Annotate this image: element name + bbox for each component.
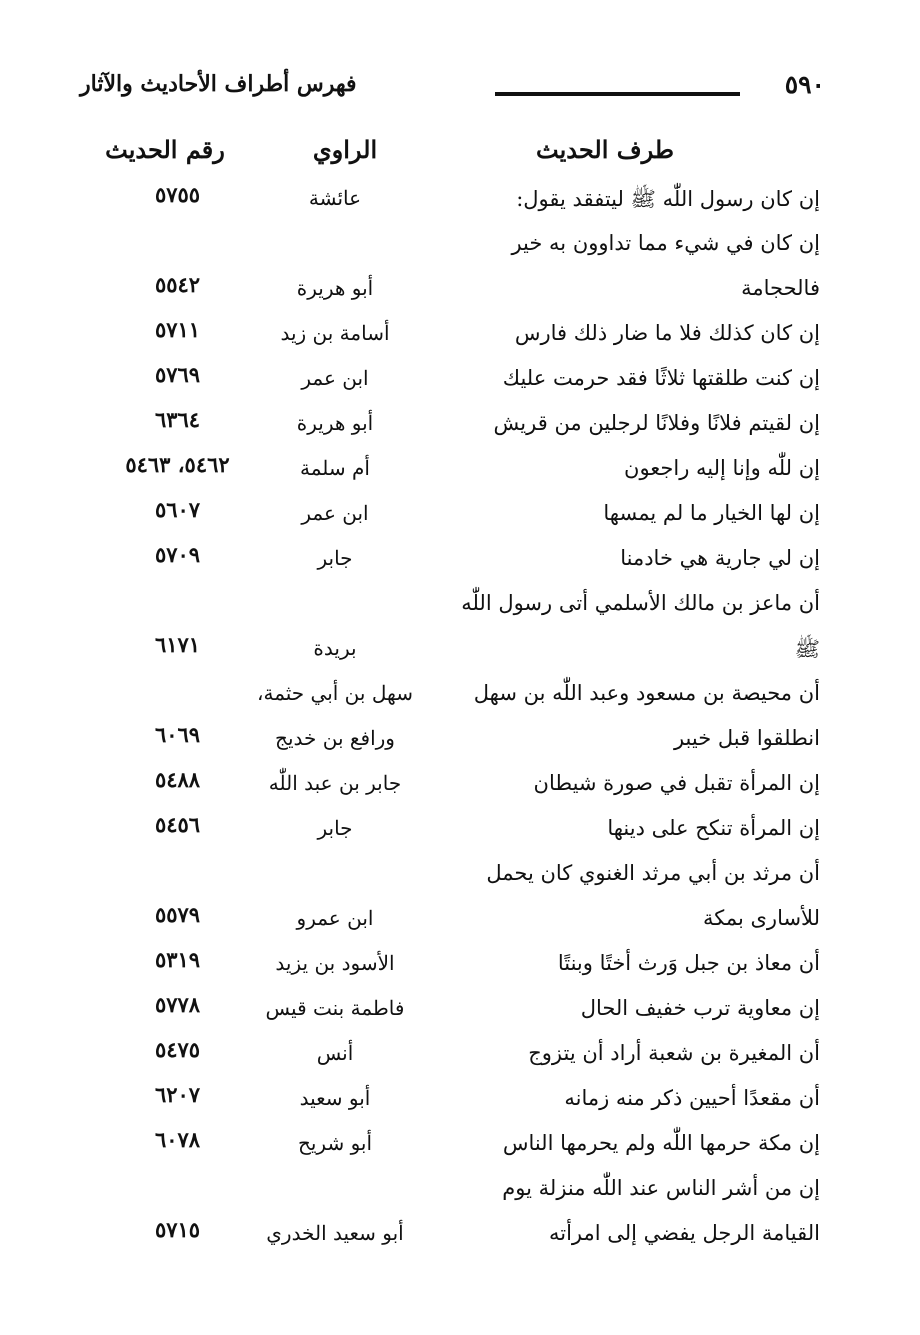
hadith-number: ٦٢٠٧	[154, 1082, 201, 1107]
index-entry	[90, 452, 830, 497]
narrator: أم سلمة	[300, 456, 370, 480]
column-header-hadith: طرف الحديث	[536, 135, 674, 164]
index-entry	[90, 407, 830, 452]
hadith-number: ٥٤٧٥	[154, 1037, 201, 1062]
hadith-text: إن لقيتم فلانًا وفلانًا لرجلين من قريش	[493, 411, 820, 435]
hadith-text: أن معاذ بن جبل وَرث أختًا وبنتًا	[557, 951, 820, 975]
hadith-number: ٥٤٨٨	[154, 767, 201, 792]
hadith-text: للأسارى بمكة	[702, 906, 820, 930]
entry-line	[90, 947, 830, 992]
entry-line	[90, 992, 830, 1037]
entry-line	[90, 182, 830, 227]
hadith-text: انطلقوا قبل خيبر	[673, 726, 820, 750]
narrator: أبو هريرة	[296, 411, 374, 435]
index-entry	[90, 1172, 830, 1262]
entry-line	[90, 272, 830, 317]
hadith-text: القيامة الرجل يفضي إلى امرأته	[548, 1221, 820, 1245]
index-entry	[90, 1127, 830, 1172]
entry-line	[90, 632, 830, 677]
entry-line	[90, 362, 830, 407]
index-entry	[90, 182, 830, 227]
index-entry	[90, 227, 830, 317]
hadith-number: ٥٧٠٩	[154, 542, 201, 567]
entry-line	[90, 812, 830, 857]
index-entry	[90, 497, 830, 542]
column-header-rawi: الراوي	[312, 135, 378, 164]
index-entry	[90, 542, 830, 587]
hadith-text: أن مقعدًا أحيين ذكر منه زمانه	[564, 1086, 820, 1110]
narrator: أسامة بن زيد	[280, 321, 390, 345]
entry-line	[90, 722, 830, 767]
page-title: فهرس أطراف الأحاديث والآثار	[80, 71, 357, 97]
hadith-number: ٥٤٥٦	[154, 812, 201, 837]
entry-line	[90, 452, 830, 497]
entry-line	[90, 1172, 830, 1217]
hadith-number: ٥٥٧٩	[154, 902, 201, 927]
hadith-number: ٦٠٦٩	[154, 722, 201, 747]
entry-line	[90, 1082, 830, 1127]
hadith-number: ٥٧٦٩	[154, 362, 201, 387]
hadith-text: إن كنت طلقتها ثلاثًا فقد حرمت عليك	[502, 366, 820, 390]
hadith-text: أن محيصة بن مسعود وعبد اللّٰه بن سهل	[473, 681, 820, 705]
entry-line	[90, 857, 830, 902]
index-entry	[90, 767, 830, 812]
entry-line	[90, 767, 830, 812]
narrator: جابر	[317, 546, 353, 570]
index-entry	[90, 362, 830, 407]
column-header-number: رقم الحديث	[105, 135, 225, 164]
hadith-number: ٥٦٠٧	[154, 497, 201, 522]
hadith-text: إن كان رسول اللّٰه ﷺ ليتفقد يقول:	[516, 187, 820, 211]
hadith-text: إن معاوية ترب خفيف الحال	[580, 996, 820, 1020]
narrator: ابن عمرو	[296, 906, 374, 930]
entry-line	[90, 497, 830, 542]
hadith-text: إن مكة حرمها اللّٰه ولم يحرمها الناس	[502, 1131, 820, 1155]
column-headers	[85, 135, 830, 175]
hadith-number: ٥٧٧٨	[154, 992, 201, 1017]
entry-line	[90, 902, 830, 947]
header-rule	[495, 92, 740, 96]
narrator: بريدة	[313, 636, 357, 660]
narrator: أنس	[316, 1041, 354, 1065]
hadith-text: إن كان كذلك فلا ما ضار ذلك فارس	[514, 321, 820, 345]
index-entry	[90, 857, 830, 947]
narrator: ابن عمر	[301, 366, 369, 390]
page-number: ٥٩٠	[784, 70, 825, 99]
hadith-text: إن المرأة تنكح على دينها	[607, 816, 820, 840]
hadith-number: ٥٤٦٢، ٥٤٦٣	[125, 452, 230, 477]
hadith-text: إن لها الخيار ما لم يمسها	[603, 501, 820, 525]
hadith-text: إن لي جارية هي خادمنا	[620, 546, 820, 570]
hadith-text: أن مرثد بن أبي مرثد الغنوي كان يحمل	[486, 861, 820, 885]
narrator: فاطمة بنت قيس	[265, 996, 405, 1020]
hadith-number: ٥٣١٩	[154, 947, 201, 972]
narrator: جابر	[317, 816, 353, 840]
index-entry	[90, 992, 830, 1037]
entry-line	[90, 317, 830, 362]
index-entry	[90, 947, 830, 992]
narrator: أبو سعيد الخدري	[266, 1221, 404, 1245]
narrator: أبو هريرة	[296, 276, 374, 300]
hadith-text: إن للّٰه وإنا إليه راجعون	[624, 456, 820, 480]
narrator: الأسود بن يزيد	[275, 951, 395, 975]
entry-line	[90, 677, 830, 722]
narrator: ورافع بن خديج	[275, 726, 395, 750]
entry-line	[90, 227, 830, 272]
hadith-number: ٦١٧١	[154, 632, 201, 657]
index-entry	[90, 587, 830, 677]
narrator: أبو شريح	[297, 1131, 373, 1155]
entry-line	[90, 587, 830, 632]
entry-line	[90, 407, 830, 452]
hadith-number: ٦٠٧٨	[154, 1127, 201, 1152]
entry-line	[90, 542, 830, 587]
hadith-text: أن المغيرة بن شعبة أراد أن يتزوج	[528, 1041, 820, 1065]
entry-line	[90, 1037, 830, 1082]
hadith-text: إن المرأة تقبل في صورة شيطان	[533, 771, 820, 795]
hadith-text: ﷺ	[794, 637, 820, 661]
index-entry	[90, 812, 830, 857]
index-entry	[90, 677, 830, 767]
narrator: جابر بن عبد اللّٰه	[268, 771, 402, 795]
index-entry	[90, 1037, 830, 1082]
narrator: ابن عمر	[301, 501, 369, 525]
page-header	[80, 70, 825, 110]
hadith-number: ٥٧١٥	[154, 1217, 201, 1242]
index-entry	[90, 317, 830, 362]
hadith-number: ٥٧٥٥	[154, 182, 201, 207]
index-entry	[90, 1082, 830, 1127]
hadith-number: ٥٥٤٢	[154, 272, 201, 297]
narrator: أبو سعيد	[299, 1086, 371, 1110]
entry-line	[90, 1217, 830, 1262]
hadith-index-list	[90, 182, 830, 1262]
hadith-number: ٥٧١١	[154, 317, 201, 342]
narrator: سهل بن أبي حثمة،	[257, 681, 413, 705]
hadith-text: فالحجامة	[741, 276, 820, 300]
hadith-number: ٦٣٦٤	[154, 407, 201, 432]
hadith-text: أن ماعز بن مالك الأسلمي أتى رسول اللّٰه	[461, 591, 820, 615]
narrator: عائشة	[308, 186, 362, 210]
hadith-text: إن من أشر الناس عند اللّٰه منزلة يوم	[502, 1176, 820, 1200]
entry-line	[90, 1127, 830, 1172]
hadith-text: إن كان في شيء مما تداوون به خير	[511, 231, 820, 255]
